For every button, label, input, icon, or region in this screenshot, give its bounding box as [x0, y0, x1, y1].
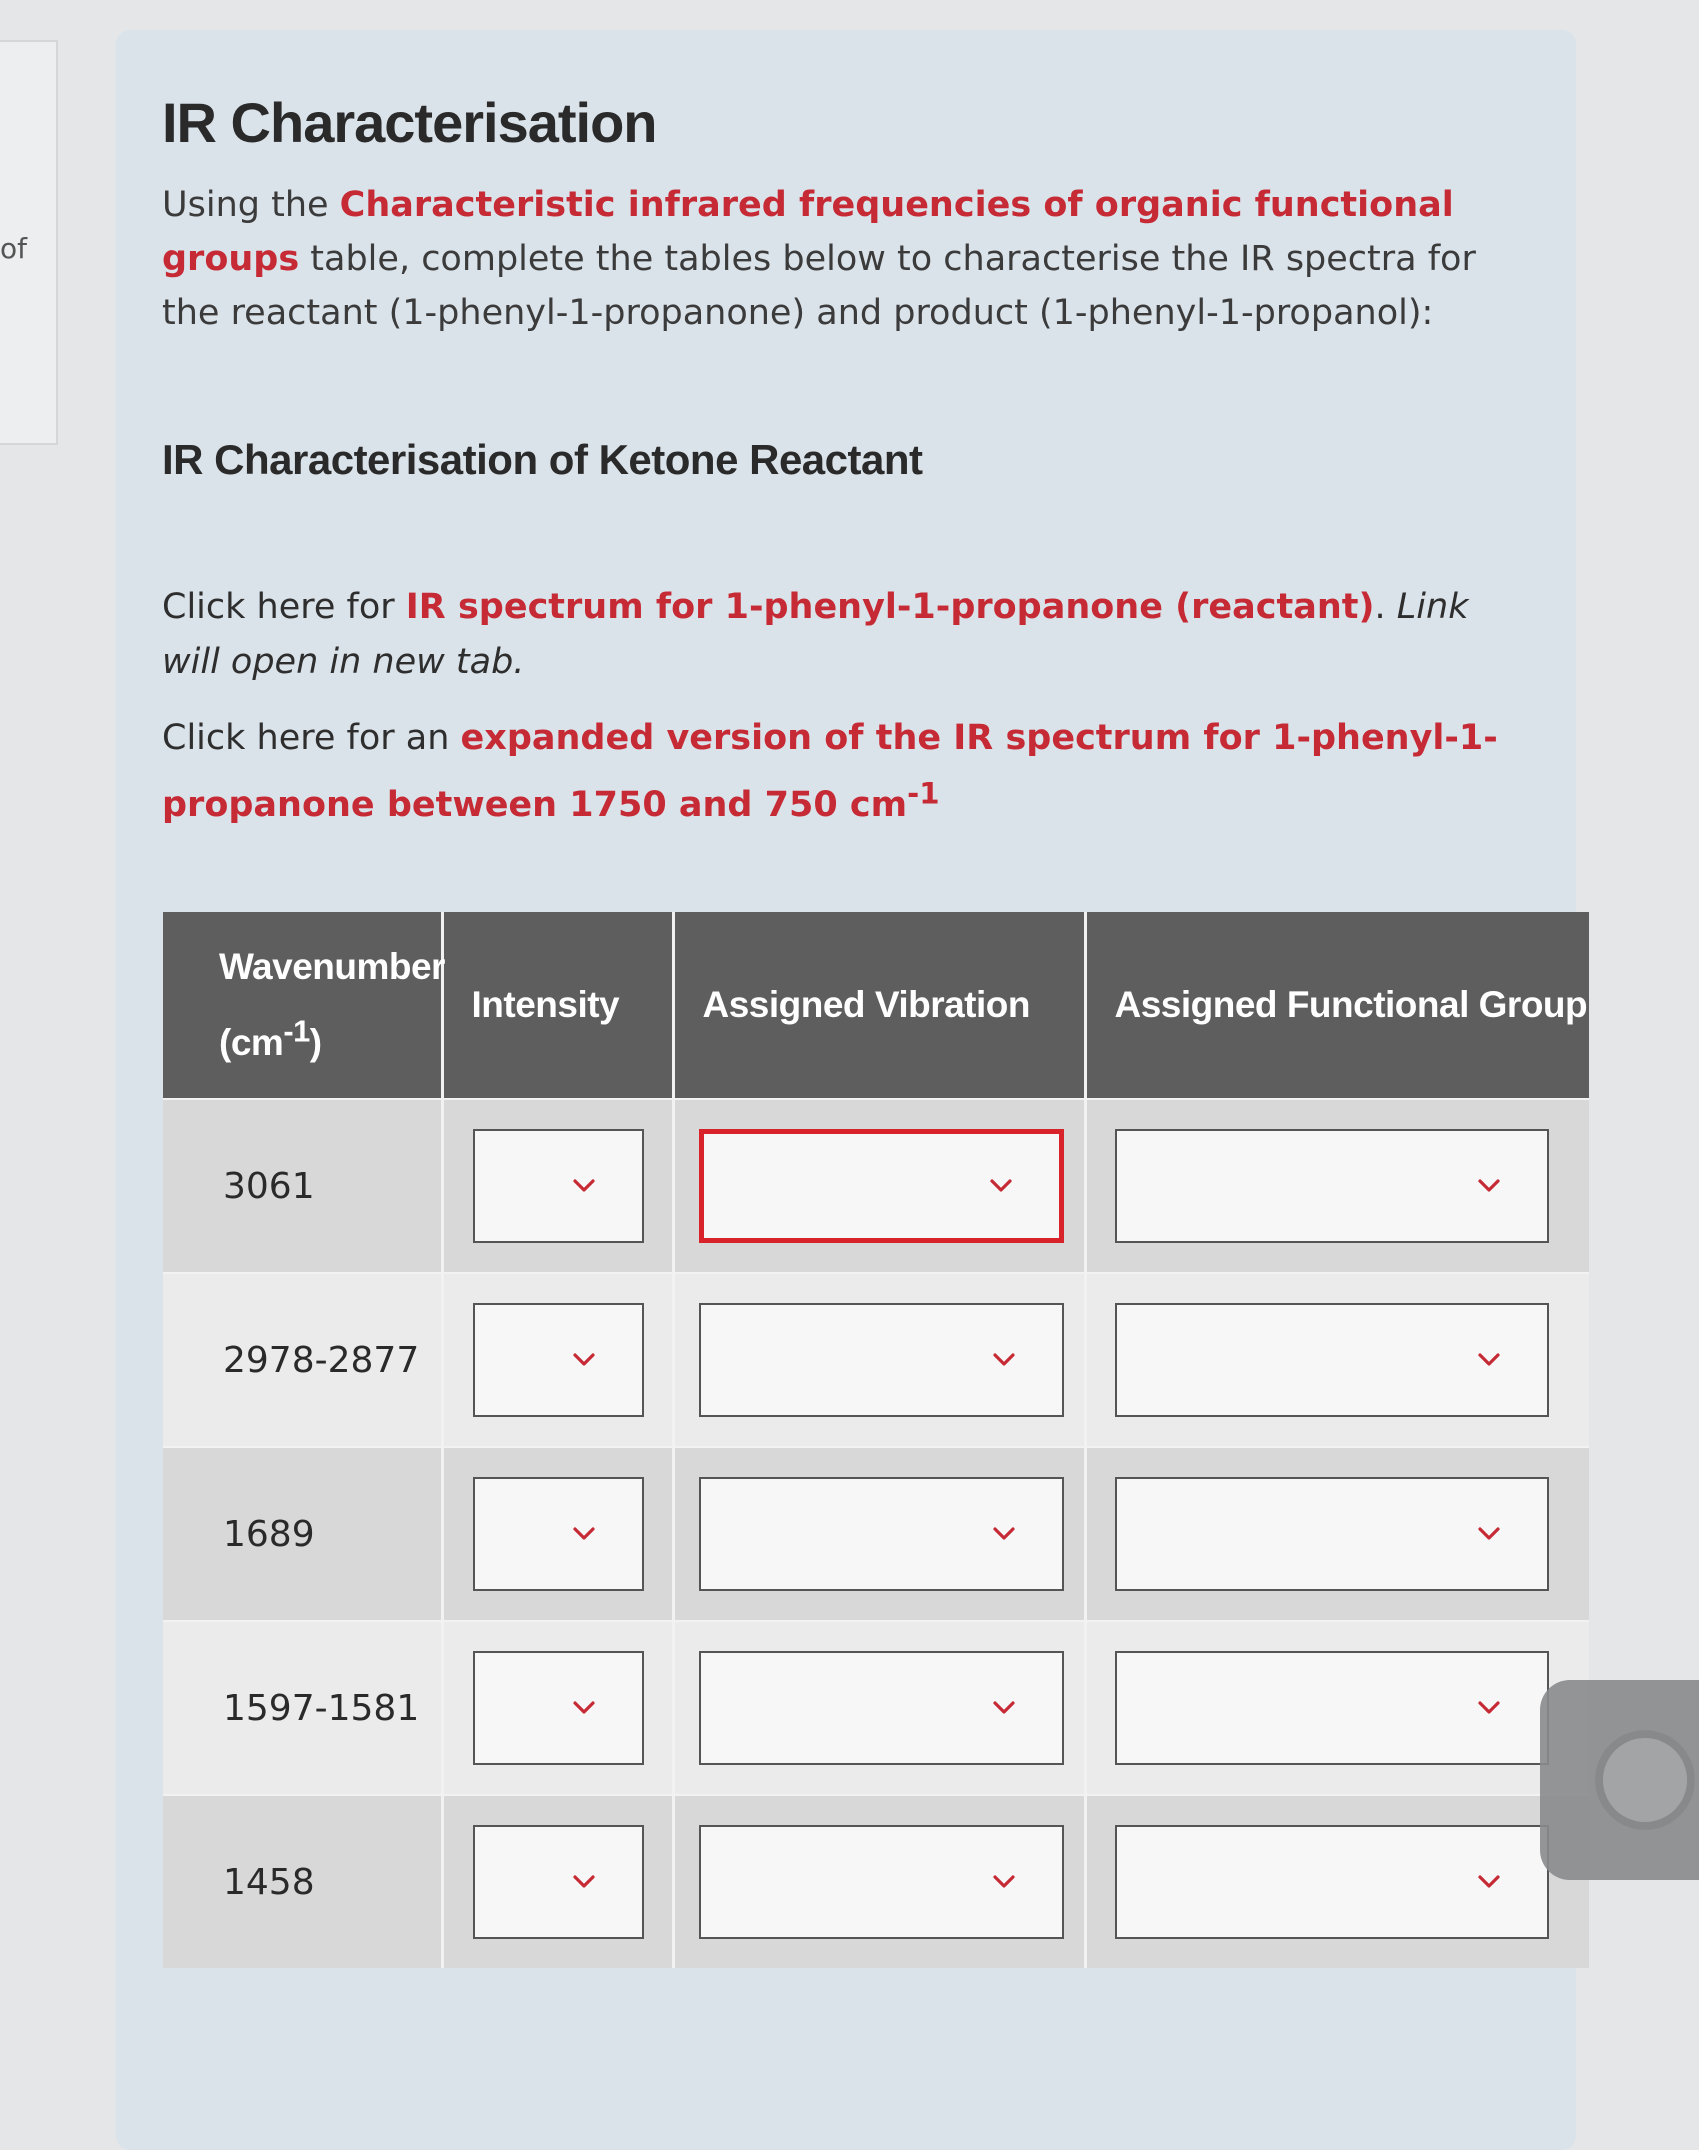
functional-group-dropdown[interactable]: [1115, 1651, 1550, 1765]
chevron-down-icon: [1477, 1870, 1501, 1894]
expanded-link-paragraph: [162, 711, 1502, 833]
spectrum-link-mid: .: [1374, 587, 1397, 627]
vibration-cell: [673, 1621, 1085, 1795]
section-subtitle: IR Characterisation of Ketone Reactant: [162, 436, 923, 483]
functional-group-dropdown[interactable]: [1115, 1303, 1550, 1417]
header-functional-group: Assigned Functional Group: [1085, 912, 1589, 1099]
handle-circle-icon: [1595, 1730, 1695, 1830]
vibration-cell: [673, 1447, 1085, 1621]
vibration-cell: [673, 1795, 1085, 1968]
intensity-dropdown[interactable]: [473, 1129, 644, 1243]
chevron-down-icon: [572, 1348, 596, 1372]
characteristic-frequencies-link[interactable]: Characteristic infrared frequencies of organic functional groups: [162, 185, 1454, 279]
header-unit-sup: -1: [283, 1013, 310, 1049]
vibration-cell: [673, 1099, 1085, 1273]
vibration-dropdown[interactable]: [699, 1129, 1064, 1243]
table-row: [163, 1447, 1589, 1621]
table-row: [163, 1273, 1589, 1447]
header-wavenumber: [163, 912, 445, 1099]
functional-group-cell: [1085, 1273, 1589, 1447]
table-header-row: [163, 912, 1589, 1099]
table-row: [163, 1795, 1589, 1968]
intensity-cell: [442, 1795, 673, 1968]
chevron-down-icon: [992, 1522, 1016, 1546]
wavenumber-cell: 3061: [163, 1099, 442, 1273]
intensity-cell: [442, 1099, 673, 1273]
chevron-down-icon: [572, 1870, 596, 1894]
wavenumber-cell: 1689: [163, 1447, 442, 1621]
chevron-down-icon: [1477, 1348, 1501, 1372]
side-scroll-handle[interactable]: [1540, 1680, 1699, 1880]
ir-spectrum-link[interactable]: IR spectrum for 1-phenyl-1-propanone (reactant): [405, 587, 1375, 627]
header-wavenumber-label: Wavenumber: [219, 946, 445, 988]
intensity-dropdown[interactable]: [473, 1303, 644, 1417]
functional-group-cell: [1085, 1099, 1589, 1273]
functional-group-cell: [1085, 1795, 1589, 1968]
header-vibration: Assigned Vibration: [673, 912, 1085, 1099]
vibration-dropdown[interactable]: [699, 1651, 1064, 1765]
header-wavenumber-unit: [219, 1013, 322, 1063]
chevron-down-icon: [1477, 1174, 1501, 1198]
functional-group-cell: [1085, 1447, 1589, 1621]
vibration-dropdown[interactable]: [699, 1477, 1064, 1591]
chevron-down-icon: [572, 1174, 596, 1198]
intro-text-after: table, complete the tables below to characterise the IR spectra for the reactant (1-phenyl-1-propanone) and product (1-phenyl-1-propanol):: [162, 239, 1476, 333]
chevron-down-icon: [992, 1696, 1016, 1720]
intensity-dropdown[interactable]: [473, 1825, 644, 1939]
chevron-down-icon: [1477, 1522, 1501, 1546]
header-unit-close: ): [309, 1021, 322, 1063]
wavenumber-cell: 1597-1581: [163, 1621, 442, 1795]
page-title: IR Characterisation: [162, 91, 657, 154]
chevron-down-icon: [572, 1696, 596, 1720]
wavenumber-cell: 1458: [163, 1795, 442, 1968]
spectrum-link-paragraph: [162, 580, 1502, 690]
functional-group-dropdown[interactable]: [1115, 1825, 1550, 1939]
functional-group-dropdown[interactable]: [1115, 1129, 1550, 1243]
left-panel-text: of: [0, 232, 27, 265]
intensity-cell: [442, 1621, 673, 1795]
new-tab-note: Link will open in new tab.: [162, 587, 1469, 682]
intro-paragraph: [162, 178, 1522, 340]
functional-group-dropdown[interactable]: [1115, 1477, 1550, 1591]
ir-characterisation-table: [163, 912, 1589, 1968]
intensity-cell: [442, 1447, 673, 1621]
header-intensity: Intensity: [442, 912, 673, 1099]
spectrum-link-before: Click here for: [162, 587, 406, 627]
chevron-down-icon: [992, 1870, 1016, 1894]
chevron-down-icon: [992, 1348, 1016, 1372]
vibration-dropdown[interactable]: [699, 1303, 1064, 1417]
expanded-link-before: Click here for an: [162, 718, 461, 758]
intensity-cell: [442, 1273, 673, 1447]
intensity-dropdown[interactable]: [473, 1477, 644, 1591]
vibration-dropdown[interactable]: [699, 1825, 1064, 1939]
intro-text-before: Using the: [162, 185, 340, 225]
table-row: [163, 1099, 1589, 1273]
intensity-dropdown[interactable]: [473, 1651, 644, 1765]
header-unit-open: (cm: [219, 1021, 284, 1063]
table-row: [163, 1621, 1589, 1795]
expanded-spectrum-link-text: expanded version of the IR spectrum for 1-phenyl-1-propanone between 1750 and 750 cm: [162, 718, 1498, 825]
chevron-down-icon: [572, 1522, 596, 1546]
chevron-down-icon: [1477, 1696, 1501, 1720]
wavenumber-cell: 2978-2877: [163, 1273, 442, 1447]
expanded-link-superscript: -1: [907, 776, 940, 810]
chevron-down-icon: [989, 1174, 1013, 1198]
functional-group-cell: [1085, 1621, 1589, 1795]
vibration-cell: [673, 1273, 1085, 1447]
